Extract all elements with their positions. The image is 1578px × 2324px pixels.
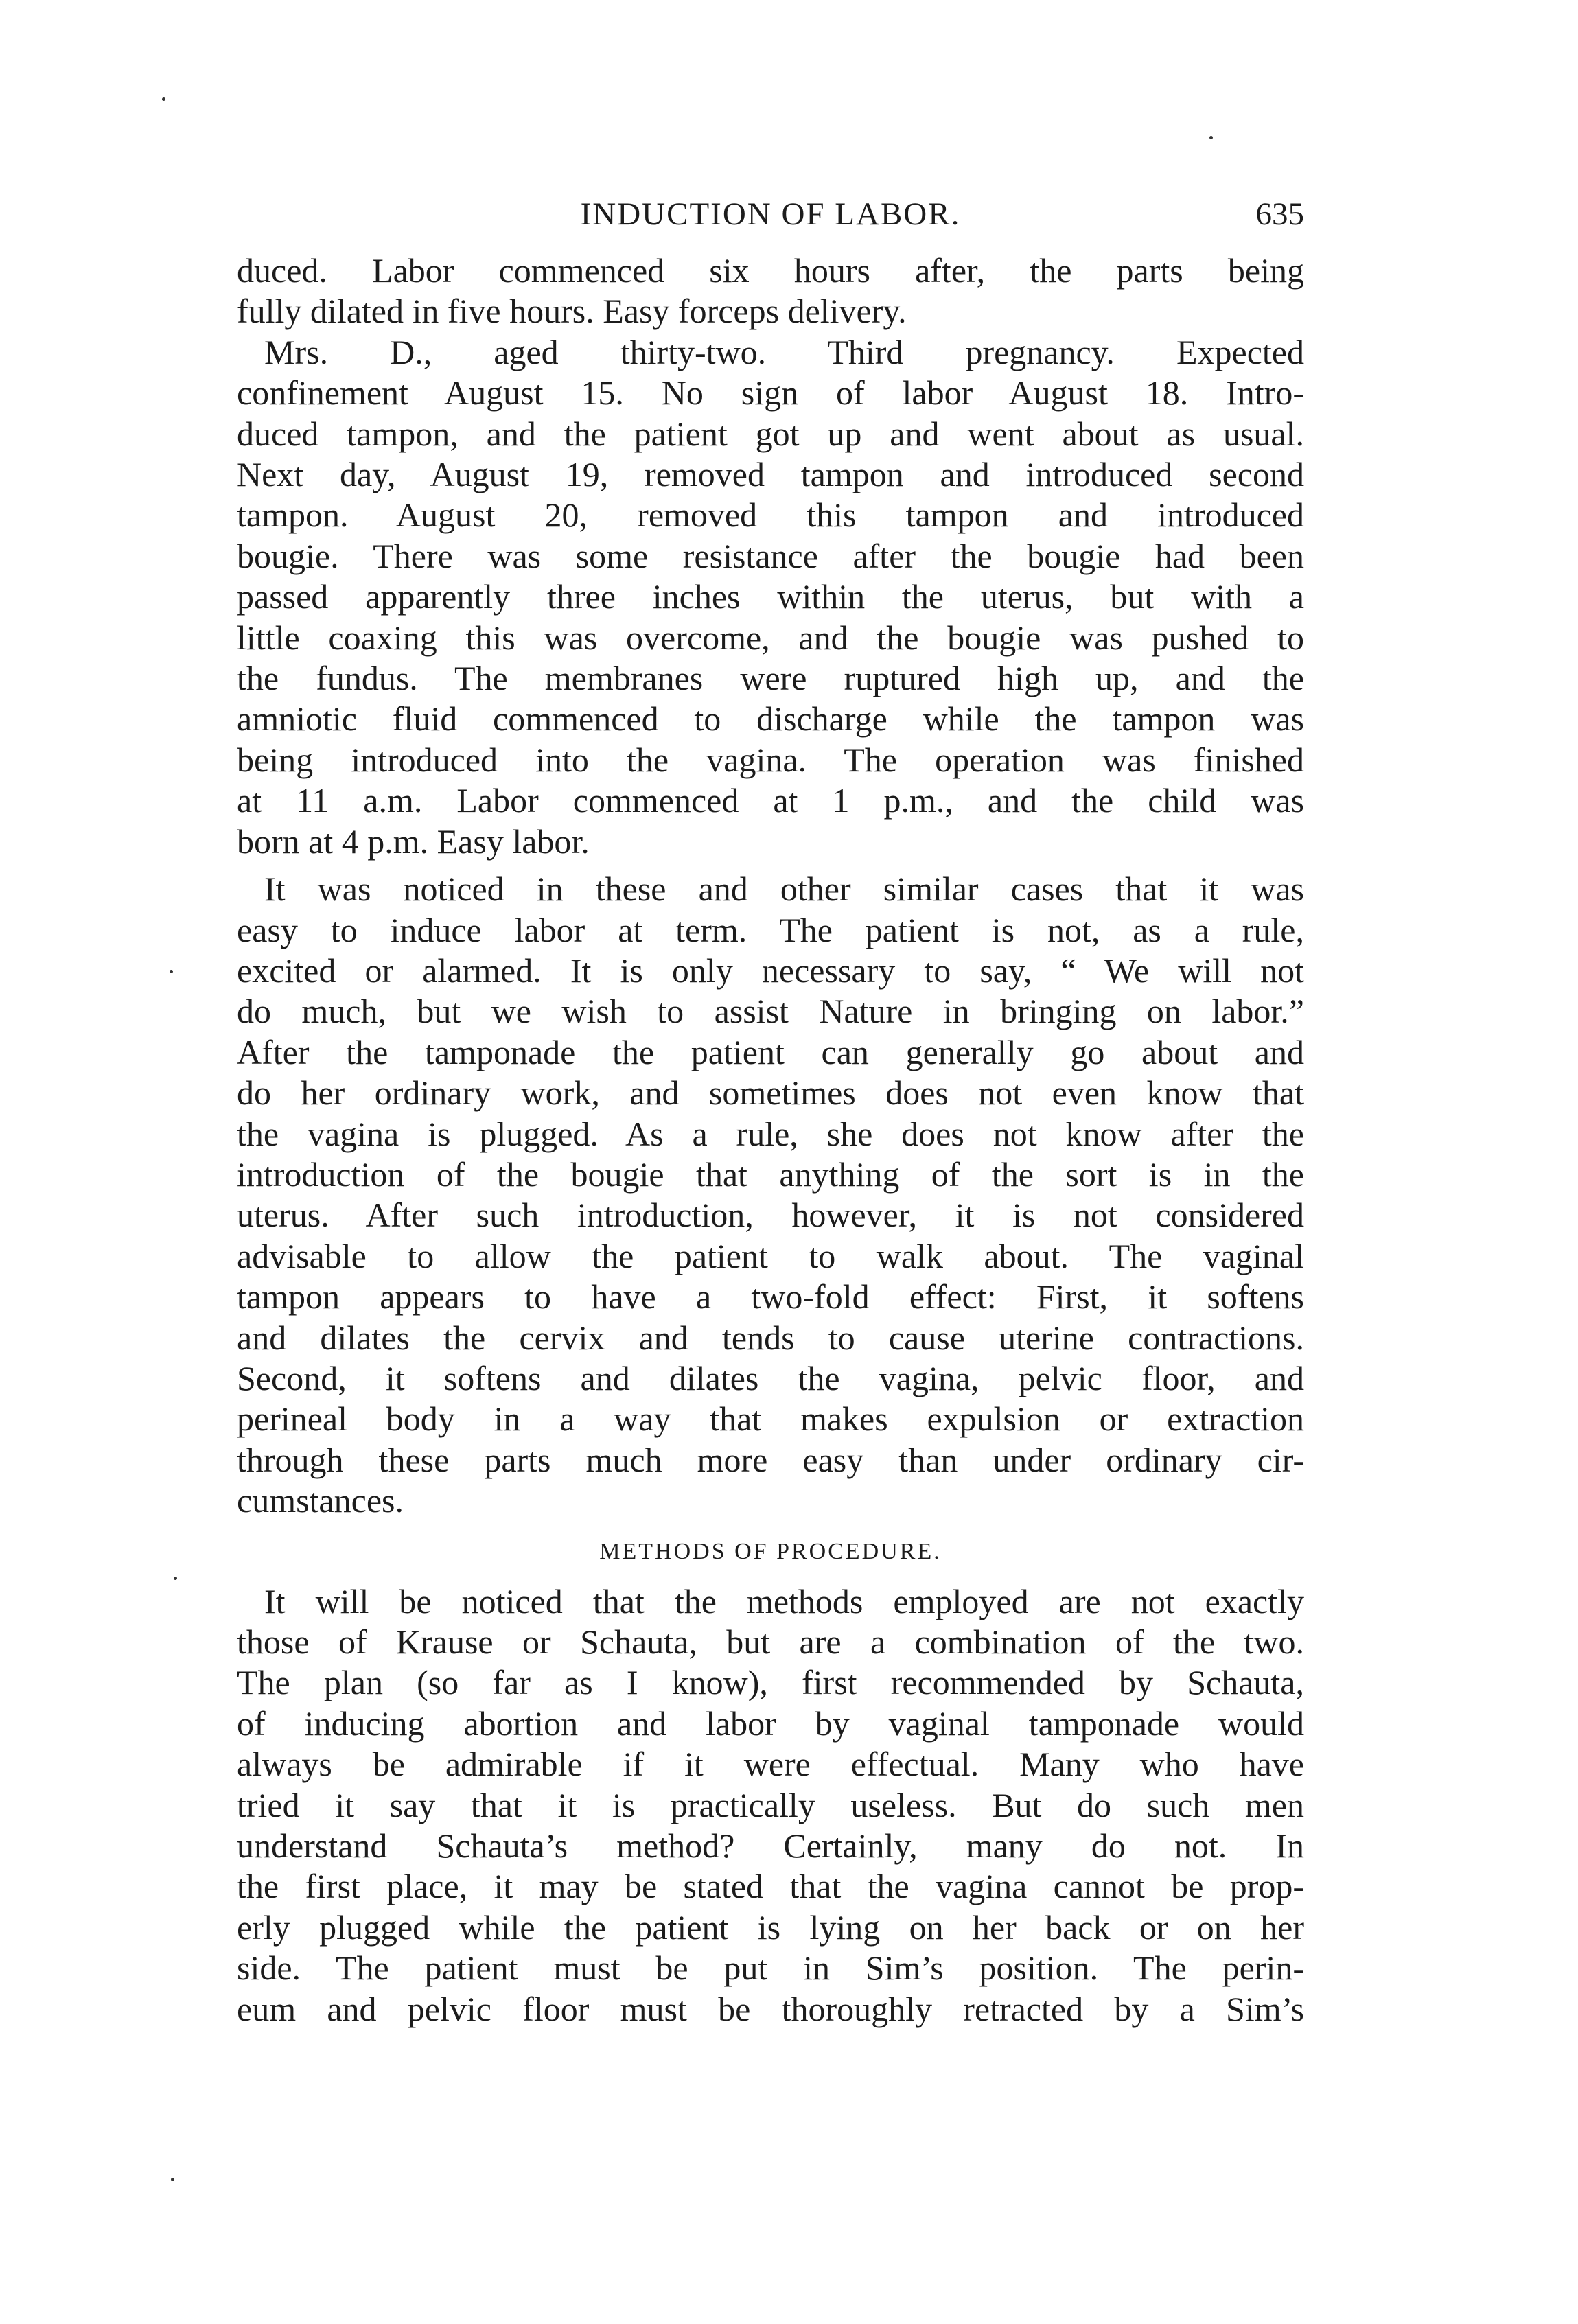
paragraph-continuation xyxy=(237,251,1304,332)
text-line: at 11 a.m. Labor commenced at 1 p.m., and the child was xyxy=(237,781,1304,820)
text-line: do her ordinary work, and sometimes does not even know that xyxy=(237,1073,1304,1113)
running-head xyxy=(237,194,1304,235)
text-line: duced. Labor commenced six hours after, the parts being xyxy=(237,251,1304,290)
text-line: perineal body in a way that makes expulsion or extraction xyxy=(237,1399,1304,1439)
text-line: It was noticed in these and other similar cases that it was xyxy=(264,870,1304,909)
scan-speck xyxy=(171,2178,174,2181)
text-line: Second, it softens and dilates the vagina, pelvic floor, and xyxy=(237,1358,1304,1397)
text-line: understand Schauta’s method? Certainly, many do not. In xyxy=(237,1826,1304,1866)
text-line: tampon appears to have a two-fold effect: First, it softens xyxy=(237,1277,1304,1316)
text-line: passed apparently three inches within the uterus, but with a xyxy=(237,577,1304,616)
text-line: It will be noticed that the methods employed are not exactly xyxy=(264,1581,1304,1620)
text-line: The plan (so far as I know), first recommended by Schauta, xyxy=(237,1663,1304,1702)
text-line: side. The patient must be put in Sim’s position. The perin- xyxy=(237,1949,1304,1988)
text-line: cumstances. xyxy=(237,1481,404,1520)
text-line: excited or alarmed. It is only necessary to say, “ We will not xyxy=(237,951,1304,990)
text-line: the fundus. The membranes were ruptured high up, and the xyxy=(237,659,1304,698)
scan-speck xyxy=(170,970,173,973)
text-line: do much, but we wish to assist Nature in bringing on labor.” xyxy=(237,992,1304,1031)
text-line: always be admirable if it were effectual. Many who have xyxy=(237,1745,1304,1784)
text-line: fully dilated in five hours. Easy forceps delivery. xyxy=(237,292,907,331)
paragraph-gap xyxy=(237,862,1304,869)
text-line: bougie. There was some resistance after the bougie had been xyxy=(237,536,1304,575)
text-line: and dilates the cervix and tends to cause uterine contractions. xyxy=(237,1318,1304,1357)
paragraph-case-mrs-d xyxy=(237,332,1304,862)
paragraph-observations xyxy=(237,869,1304,1522)
text-column xyxy=(237,251,1304,2030)
text-line: the first place, it may be stated that the vagina cannot be prop- xyxy=(237,1867,1304,1906)
text-line: born at 4 p.m. Easy labor. xyxy=(237,822,590,861)
text-line: amniotic fluid commenced to discharge while the tampon was xyxy=(237,699,1304,739)
text-line: the vagina is plugged. As a rule, she does not know after the xyxy=(237,1114,1304,1153)
text-line: being introduced into the vagina. The operation was finished xyxy=(237,740,1304,779)
text-line: through these parts much more easy than under ordinary cir- xyxy=(237,1440,1304,1479)
text-line: advisable to allow the patient to walk about. The vaginal xyxy=(237,1236,1304,1275)
text-line: tampon. August 20, removed this tampon and introduced xyxy=(237,496,1304,535)
text-line: Mrs. D., aged thirty-two. Third pregnancy. Expected xyxy=(264,332,1304,371)
text-line: confinement August 15. No sign of labor August 18. Intro- xyxy=(237,373,1304,412)
text-line: erly plugged while the patient is lying on her back or on her xyxy=(237,1907,1304,1947)
running-title: INDUCTION OF LABOR. xyxy=(580,196,961,232)
text-line: introduction of the bougie that anything of the sort is in the xyxy=(237,1154,1304,1194)
page-number: 635 xyxy=(1255,196,1304,232)
scan-speck xyxy=(1209,136,1213,139)
section-heading: METHODS OF PROCEDURE. xyxy=(599,1538,942,1564)
scan-speck xyxy=(174,1577,177,1580)
text-line: of inducing abortion and labor by vaginal tamponade would xyxy=(237,1704,1304,1743)
text-line: those of Krause or Schauta, but are a combination of the two. xyxy=(237,1623,1304,1661)
text-line: duced tampon, and the patient got up and went about as usual. xyxy=(237,414,1304,453)
text-line: After the tamponade the patient can generally go about and xyxy=(237,1032,1304,1071)
paragraph-methods xyxy=(237,1581,1304,2030)
scan-speck xyxy=(162,97,165,101)
text-line: tried it say that it is practically useless. But do such men xyxy=(237,1785,1304,1824)
text-line: little coaxing this was overcome, and the bougie was pushed to xyxy=(237,618,1304,657)
text-line: uterus. After such introduction, however, it is not considered xyxy=(237,1196,1304,1235)
text-line: easy to induce labor at term. The patient is not, as a rule, xyxy=(237,910,1304,949)
text-line: Next day, August 19, removed tampon and introduced second xyxy=(237,455,1304,494)
text-line: eum and pelvic floor must be thoroughly retracted by a Sim’s xyxy=(237,1989,1304,2028)
